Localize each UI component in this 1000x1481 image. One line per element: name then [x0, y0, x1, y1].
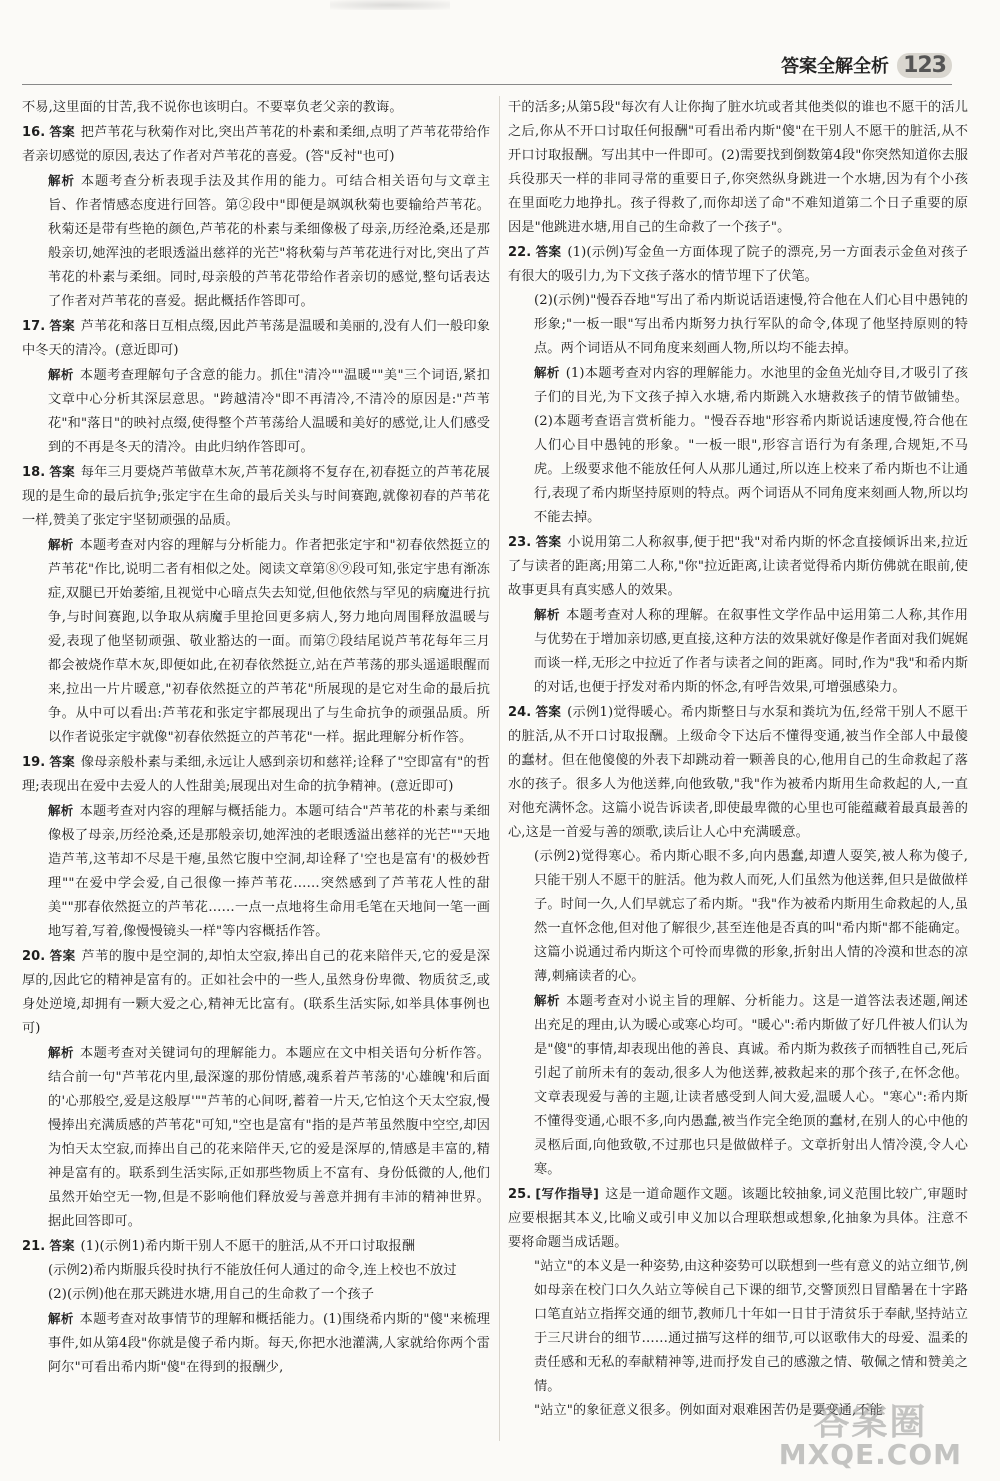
answer-text: (2)(示例)"慢吞吞地"写出了希内斯说话语速慢,符合他在人们心目中愚钝的形象;"一板一眼"写出希内斯努力执行军队的命令,体现了他坚持原则的特点。两个词语从不同角度来刻画人物,所以均不能去掉。	[534, 293, 968, 356]
analysis-label: 解析	[534, 365, 560, 380]
answer-item	[508, 240, 968, 530]
analysis-text: (1)本题考查对内容的理解能力。水池里的金鱼光灿夺目,才吸引了孩子们的目光,为下文孩子掉入水塘,希内斯跳入水塘救孩子的情节做铺垫。(2)本题考查语言赏析能力。"慢吞吞地"形容希内斯说话速度慢,符合他在人们心目中愚钝的形象。"一板一眼",形容言语行为有条理,合规矩,不马虎。上级要求他不能放任何人从那儿通过,所以连上校来了希内斯也不让通行,表现了希内斯坚持原则的特点。两个词语从不同角度来刻画人物,所以均不能去掉。	[534, 366, 968, 525]
analysis-paragraph	[22, 799, 490, 944]
answer-paragraph	[22, 750, 490, 799]
answer-text: (1)(示例1)希内斯干别人不愿干的脏活,从不开口讨取报酬	[80, 1239, 416, 1254]
answer-text: (示例2)觉得寒心。希内斯心眼不多,向内愚蠢,却遭人耍笑,被人称为傻子,只能干别人不愿干的脏活。他为救人而死,人们虽然为他送葬,但只是做做样子。时间一久,人们早就忘了希内斯。"我"作为被希内斯用生命救起的人,虽然一直怀念他,但对他了解很少,甚至连他是否真的叫"希内斯"都不能确定。这篇小说通过希内斯这个可怜而卑微的形象,折射出人情的冷漠和世态的凉薄,刺痛读者的心。	[534, 849, 968, 984]
answer-item	[508, 1182, 968, 1423]
question-number: 16.	[22, 125, 46, 140]
answer-text: 芦苇的腹中是空洞的,却怕太空寂,捧出自己的花来陪伴天,它的爱是深厚的,因此它的精神是富有的。正如社会中的一些人,虽然身份卑微、物质贫乏,或身处逆境,却拥有一颗大爱之心,精神无比富有。(联系生活实际,如举具体事例也可)	[22, 949, 490, 1036]
answer-paragraph	[22, 1259, 490, 1283]
watermark-logo: 答案圈	[813, 1402, 928, 1443]
analysis-text: 本题考查对小说主旨的理解、分析能力。这是一道答法表述题,阐述出充足的理由,认为暖心或寒心均可。"暖心":希内斯做了好几件被人们认为是"傻"的事情,却表现出他的善良、真诚。希内斯为救孩子而牺牲自己,死后引起了前所未有的轰动,很多人为他送葬,被救起来的那个孩子,在怀念他。文章表现爱与善的主题,让读者感受到人间大爱,温暖人心。"寒心":希内斯不懂得变通,心眼不多,向内愚蠢,被当作完全绝顶的蠢材,在别人的心中他的灵柩后面,向他致敬,不过那也只是做做样子。文章折射出人情冷漠,令人心寒。	[534, 994, 968, 1177]
question-number: 23.	[508, 535, 532, 550]
answer-text: (示例1)觉得暖心。希内斯整日与水泵和粪坑为伍,经常干别人不愿干的脏活,从不开口讨取报酬。上级命令下达后不懂得变通,被当作全部人中最傻的蠢材。但在他傻傻的外表下却跳动着一颗善良的心,他用自己的生命救起了落水的孩子。很多人为他送葬,向他致敬,"我"作为被希内斯用生命救起的人,一直对他充满怀念。这篇小说告诉读者,即使最卑微的心里也可能蕴藏着最真最善的心,这是一首爱与善的颂歌,读后让人心中充满暖意。	[508, 705, 968, 840]
analysis-label: 解析	[48, 1311, 74, 1326]
header-rule	[22, 84, 952, 85]
answer-text: 干的活多;从第5段"每次有人让你掏了脏水坑或者其他类似的谁也不愿干的活儿之后,你从不开口讨取任何报酬"可看出希内斯"傻"在干别人不愿干的脏活,从不开口讨取报酬。写出其中一件即可。(2)需要找到倒数第4段"你突然知道你去服兵役那天一样的非同寻常的重要日子,你突然纵身跳进一个水塘,因为有个小孩在里面吃力地挣扎。孩子得救了,而你却送了命"不难知道第二个日子重要的原因是"他跳进水塘,用自己的生命救了一个孩子"。	[508, 100, 968, 235]
answer-text: "站立"的象征意义很多。例如面对艰难困苦仍是要变通,不能	[534, 1403, 883, 1418]
question-number: 17.	[22, 319, 46, 334]
answer-item	[22, 120, 490, 314]
answer-paragraph	[508, 700, 968, 845]
answer-label: 答案	[49, 464, 75, 479]
analysis-text: 本题考查对内容的理解与分析能力。作者把张定宇和"初春依然挺立的芦苇花"作比,说明二者有相似之处。阅读文章第⑧⑨段可知,张定宇患有渐冻症,双腿已开始萎缩,且视觉中心暗点失去知觉,但他依然与罕见的病魔进行抗争,与时间赛跑,以争取从病魔手里抢回更多病人,努力地向周围释放温暖与爱,表现了他坚韧顽强、敬业豁达的一面。而第⑦段结尾说芦苇花每年三月都会被烧作草木灰,即便如此,在初春依然挺立,站在芦苇荡的那头遥遥眼醒而来,拉出一片片暖意,"初春依然挺立的芦苇花"所展现的是它对生命的最后抗争。从中可以看出:芦苇花和张定宇都展现出了与生命抗争的顽强品质。所以作者说张定宇就像"初春依然挺立的芦苇花"一样。据此理解分析作答。	[48, 538, 490, 745]
question-number: 22.	[508, 245, 532, 260]
answer-label: 答案	[49, 124, 75, 139]
answer-item	[508, 96, 968, 240]
answer-label: 答案	[535, 704, 562, 719]
answer-text: 每年三月要烧芦苇做草木灰,芦苇花颜将不复存在,初春挺立的芦苇花展现的是生命的最后抗争;张定宇在生命的最后关头与时间赛跑,就像初春的芦苇花一样,赞美了张定宇坚韧顽强的品质。	[22, 465, 490, 528]
right-column	[508, 96, 968, 1457]
analysis-paragraph	[508, 603, 968, 700]
column-divider	[499, 96, 500, 1441]
answer-text: 小说用第二人称叙事,便于把"我"对希内斯的怀念直接倾诉出来,拉近了与读者的距离;用第二人称,"你"拉近距离,让读者觉得希内斯仿佛就在眼前,使故事更具有真实感人的效果。	[508, 535, 968, 598]
question-number: 24.	[508, 705, 532, 720]
answer-label: 答案	[49, 1238, 75, 1253]
page-header	[781, 52, 952, 78]
answer-paragraph	[22, 944, 490, 1041]
answer-item	[22, 460, 490, 750]
answer-text: 不易,这里面的甘苦,我不说你也该明白。不要辜负老父亲的教诲。	[22, 100, 403, 115]
analysis-text: 本题考查分析表现手法及其作用的能力。可结合相关语句与文章主旨、作者情感态度进行回答。第②段中"即便是飒飒秋菊也要输给芦苇花。秋菊还是带有些艳的颜色,芦苇花的朴素与柔细像极了母亲,历经沧桑,还是那般亲切,她浑浊的老眼透溢出慈祥的光芒"将秋菊与芦苇花进行对比,突出了芦苇花的朴素与柔细。同时,母亲般的芦苇花带给作者亲切的感觉,整句话表达了作者对芦苇花的喜爱。据此概括作答即可。	[48, 174, 490, 309]
answer-label: 答案	[49, 318, 75, 333]
answer-text: (示例2)希内斯服兵役时执行不能放任何人通过的命令,连上校也不放过	[48, 1263, 457, 1278]
analysis-text: 本题考查理解句子含意的能力。抓住"清冷""温暖""美"三个词语,紧扣文章中心分析其深层意思。"跨越清冷"即不再清冷,不清冷的原因是:"芦苇花"和"落日"的映衬点缀,使得整个芦苇荡给人温暖和美好的感觉,让人们感受到的不再是冬天的清冷。由此归纳作答即可。	[48, 368, 490, 455]
analysis-paragraph	[22, 169, 490, 314]
answer-paragraph	[22, 1283, 490, 1307]
answer-item	[22, 944, 490, 1234]
answer-paragraph	[22, 1234, 490, 1259]
answer-item	[22, 1234, 490, 1380]
analysis-label: 解析	[534, 993, 561, 1008]
question-number: 18.	[22, 465, 46, 480]
answer-text: 芦苇花和落日互相点缀,因此芦苇荡是温暖和美丽的,没有人们一般印象中冬天的清冷。(意近即可)	[22, 319, 490, 358]
analysis-paragraph	[22, 363, 490, 460]
question-number: 21.	[22, 1239, 46, 1254]
answer-paragraph	[508, 845, 968, 989]
answer-paragraph	[22, 460, 490, 533]
answer-label: 答案	[49, 948, 76, 963]
analysis-label: 解析	[48, 1045, 74, 1060]
analysis-label: 解析	[534, 607, 561, 622]
page-number: 123	[897, 53, 952, 78]
analysis-text: 本题考查对关键词句的理解能力。本题应在文中相关语句分析作答。结合前一句"芦苇花内里,最深邃的那份情感,魂系着芦苇荡的'心雄魄'和后面的'心那般空,爱是这般厚'""芦苇的心间呀,蓄着一片天,它怕这个天太空寂,慢慢捧出充满质感的芦苇花"可知,"空也是富有"指的是芦苇虽然腹中空空,却因为怕天太空寂,而捧出自己的花来陪伴天,它的爱是深厚的,情感是丰富的,精神是富有的。联系到生活实际,正如那些物质上不富有、身份低微的人,他们虽然开始空无一物,但是不影响他们释放爱与善意并拥有丰沛的精神世界。据此回答即可。	[48, 1046, 490, 1229]
answer-paragraph	[22, 120, 490, 169]
answer-text: 像母亲般朴素与柔细,永远让人感到亲切和慈祥;诠释了"空即富有"的哲理;表现出在爱中去爱人的人性甜美;展现出对生命的抗争精神。(意近即可)	[22, 755, 490, 794]
answer-item	[508, 700, 968, 1182]
answer-label: 答案	[535, 244, 562, 259]
answer-paragraph	[508, 530, 968, 603]
answer-text: (1)(示例)写金鱼一方面体现了院子的漂亮,另一方面表示金鱼对孩子有很大的吸引力,为下文孩子落水的情节埋下了伏笔。	[508, 245, 968, 284]
watermark	[778, 1402, 962, 1471]
answer-text: "站立"的本义是一种姿势,由这种姿势可以联想到一些有意义的站立细节,例如母亲在校门口久久站立等候自己下课的细节,交警顶烈日冒酷暑在十字路口笔直站立指挥交通的细节,教师几十年如一日甘于清贫乐于奉献,坚持站立于三尺讲台的细节……通过描写这样的细节,可以讴歌伟大的母爱、温柔的责任感和无私的奉献精神等,进而抒发自己的感激之情、敬佩之情和赞美之情。	[534, 1259, 968, 1394]
answer-paragraph	[508, 289, 968, 361]
answer-item	[22, 750, 490, 944]
question-number: 20.	[22, 949, 46, 964]
analysis-text: 本题考查对内容的理解与概括能力。本题可结合"芦苇花的朴素与柔细像极了母亲,历经沧桑,还是那般亲切,她浑浊的老眼透溢出慈祥的光芒""天地造芦苇,这苇却不尽是干瘪,虽然它腹中空洞,却诠释了'空也是富有'的极妙哲理""在爱中学会爱,自己很像一捧芦苇花……突然感到了芦苇花人性的甜美""那春依然挺立的芦苇花……一点一点地将生命用毛笔在天地间一笔一画地写着,写着,像慢慢镜头一样"等内容概括作答。	[48, 804, 490, 939]
answer-item	[22, 314, 490, 460]
analysis-text: 本题考查对人称的理解。在叙事性文学作品中运用第二人称,其作用与优势在于增加亲切感,更直接,这种方法的效果就好像是作者面对我们娓娓而谈一样,无形之中拉近了作者与读者之间的距离。同时,作为"我"和希内斯的对话,也便于抒发对希内斯的怀念,有呼告效果,可增强感染力。	[534, 608, 968, 695]
question-number: 19.	[22, 755, 46, 770]
answer-paragraph	[508, 96, 968, 240]
analysis-label: 解析	[48, 537, 74, 552]
answer-label: 答案	[49, 754, 75, 769]
answer-label: 答案	[535, 534, 562, 549]
watermark-url: MXQE.COM	[778, 1438, 962, 1471]
analysis-paragraph	[22, 1041, 490, 1234]
analysis-text: 本题考查对故事情节的理解和概括能力。(1)围绕希内斯的"傻"来梳理事件,如从第4段"你就是傻子希内斯。每天,你把水池灌满,人家就给你两个雷阿尔"可看出希内斯"傻"在得到的报酬少,	[48, 1312, 490, 1375]
answer-text: 这是一道命题作文题。该题比较抽象,词义范围比较广,审题时应要根据其本义,比喻义或引申义加以合理联想或想象,化抽象为具体。注意不要将命题当成话题。	[508, 1187, 968, 1250]
analysis-paragraph	[508, 361, 968, 530]
answer-paragraph	[508, 1182, 968, 1255]
answer-paragraph	[508, 1255, 968, 1399]
header-title: 答案全解全析	[781, 56, 890, 77]
answer-text: (2)(示例)他在那天跳进水塘,用自己的生命救了一个孩子	[48, 1287, 375, 1302]
analysis-label: 解析	[48, 173, 75, 188]
analysis-paragraph	[22, 1307, 490, 1380]
answer-paragraph	[508, 240, 968, 289]
answer-paragraph	[22, 314, 490, 363]
answer-text: 把芦苇花与秋菊作对比,突出芦苇花的朴素和柔细,点明了芦苇花带给作者亲切感觉的原因,表达了作者对芦苇花的喜爱。(答"反衬"也可)	[22, 125, 490, 164]
answer-item	[508, 530, 968, 700]
answer-paragraph	[22, 96, 490, 120]
scan-smudge	[330, 0, 450, 10]
writing-guide-tag: [写作指导]	[535, 1186, 599, 1201]
analysis-paragraph	[508, 989, 968, 1182]
analysis-label: 解析	[48, 803, 74, 818]
question-number: 25.	[508, 1187, 532, 1202]
analysis-label: 解析	[48, 367, 74, 382]
answer-item	[22, 96, 490, 120]
left-column	[22, 96, 490, 1457]
analysis-paragraph	[22, 533, 490, 750]
